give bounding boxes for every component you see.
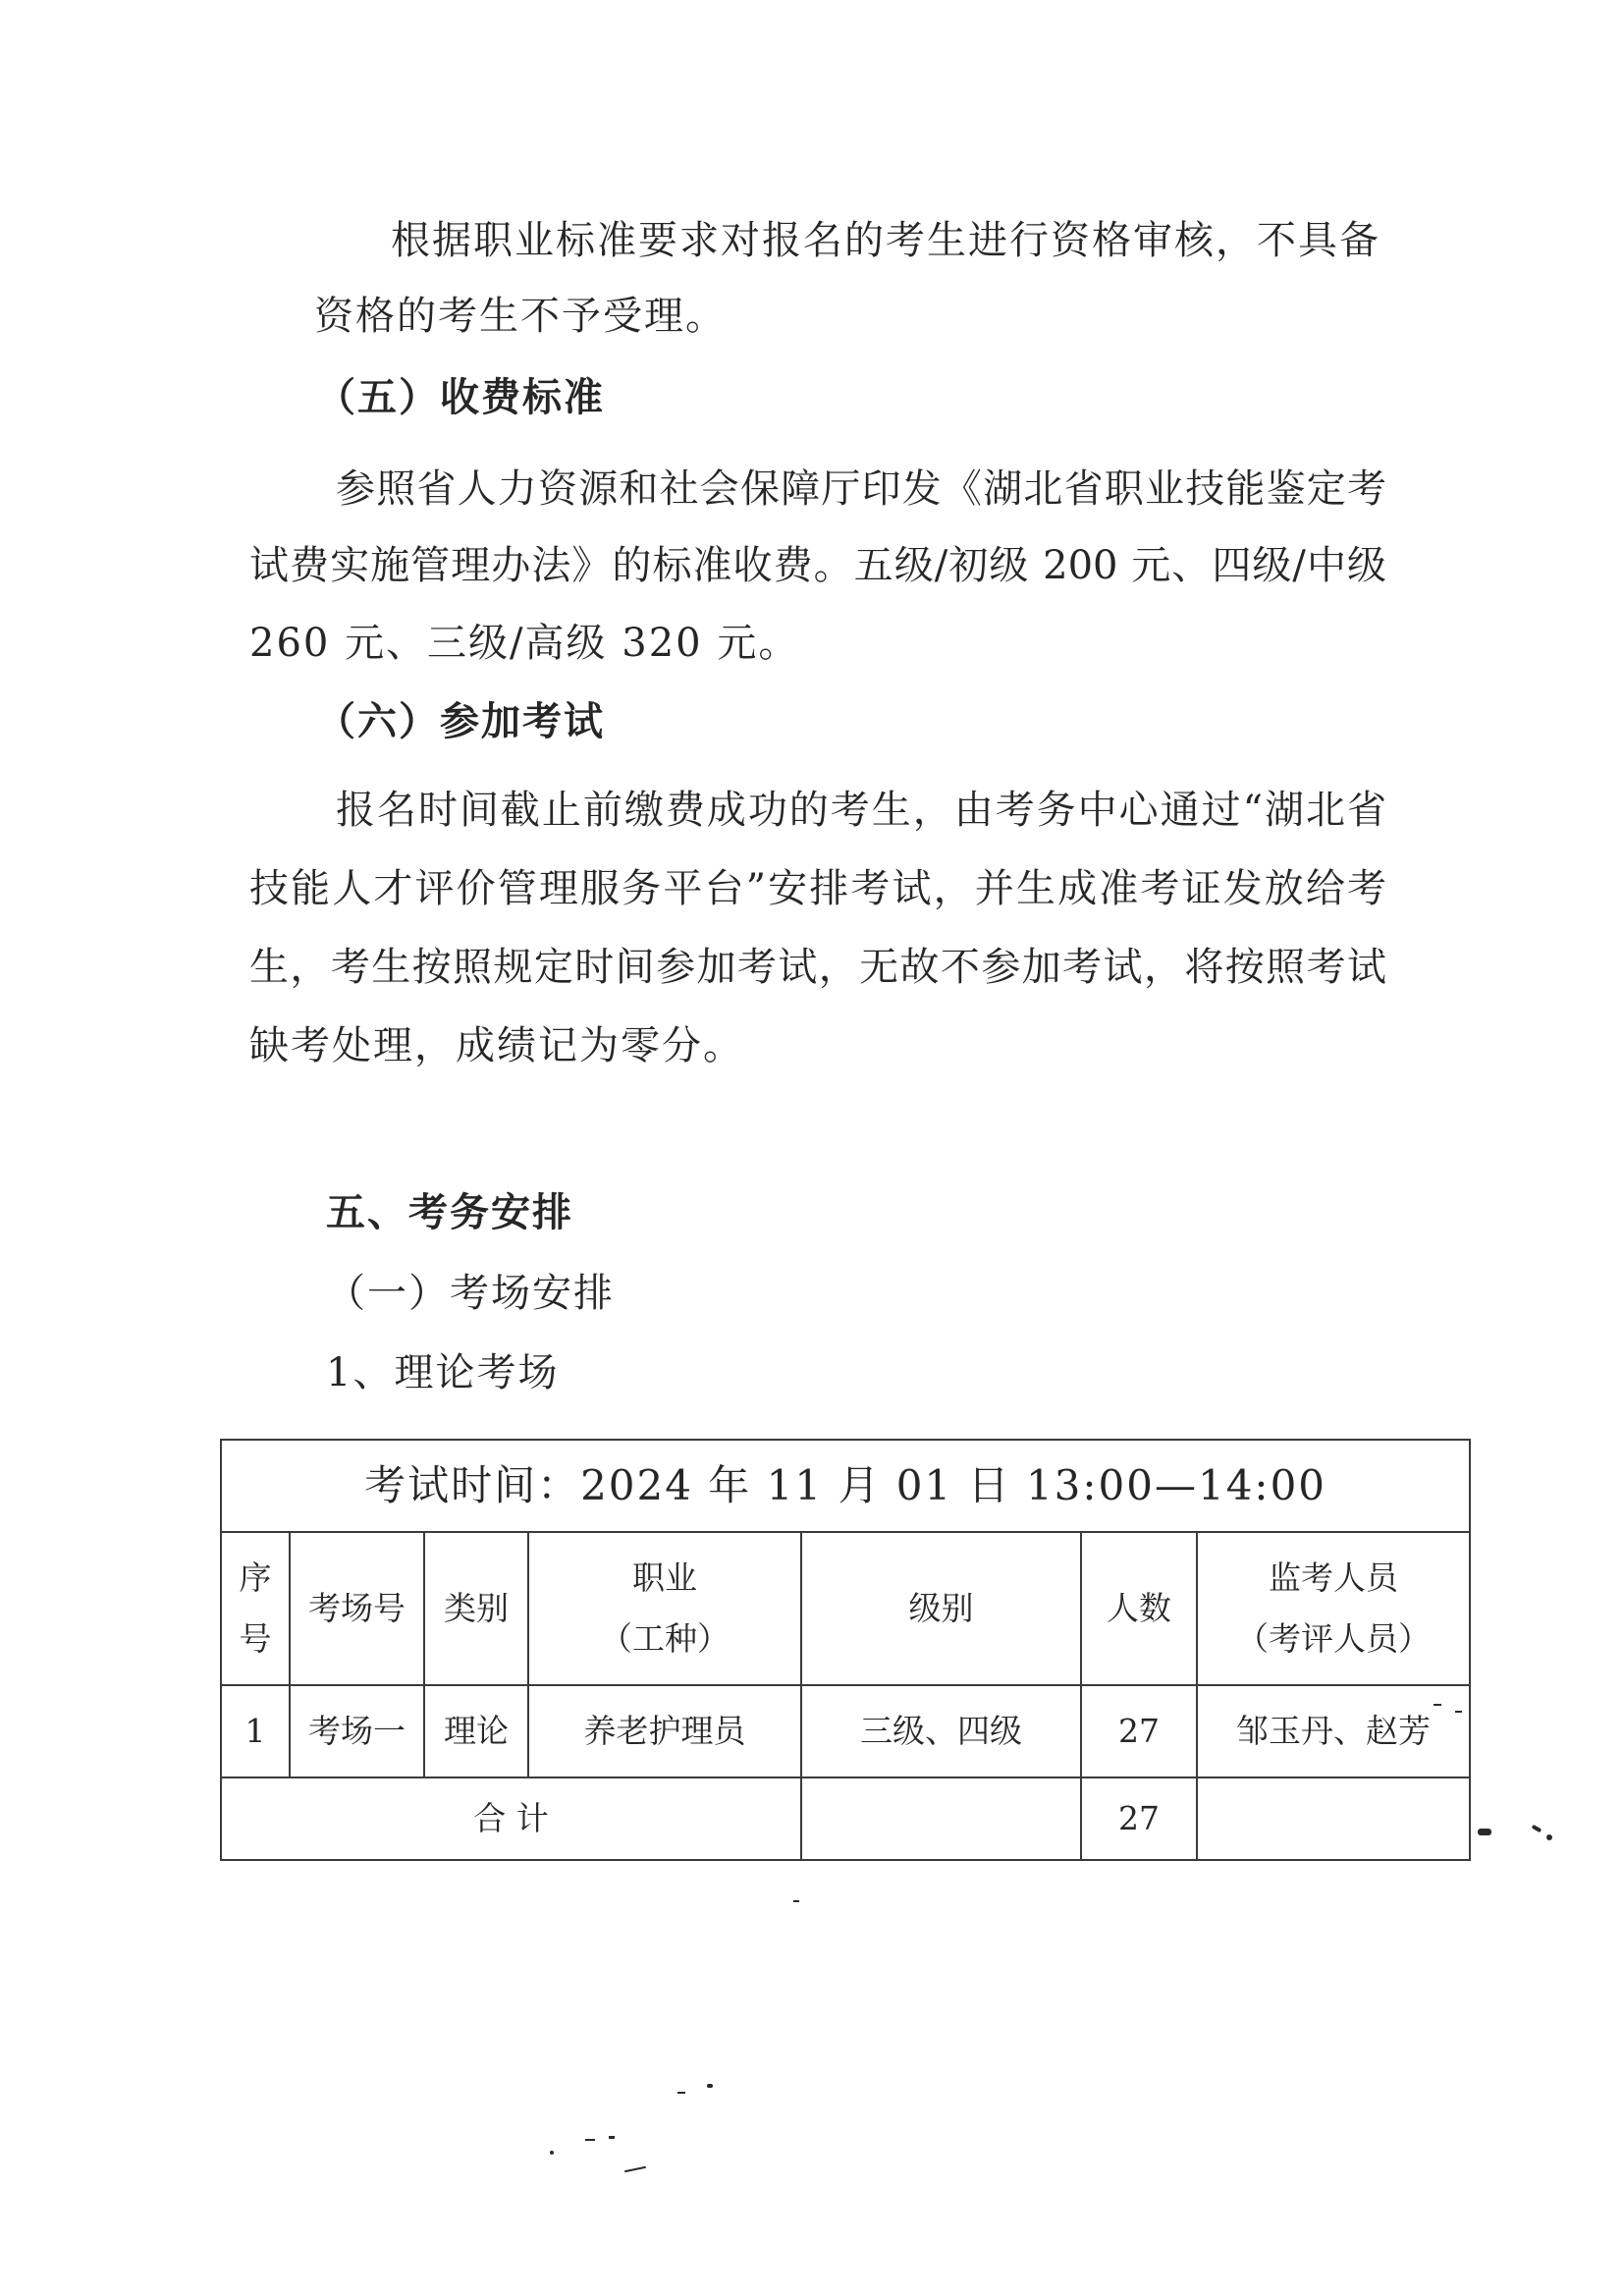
total-level-empty [801,1777,1081,1860]
cell-proctor: 邹玉丹、赵芳 [1197,1685,1470,1777]
table-row [221,1685,1470,1777]
scan-speck [585,2139,595,2141]
heading-section-five: 五、考务安排 [326,1190,573,1235]
header-seq: 序 号 [221,1532,290,1685]
paragraph-fee-line-2: 试费实施管理办法》的标准收费。五级/初级 200 元、四级/中级 [249,543,1386,588]
scan-speck [1546,1834,1552,1840]
scan-speck [1478,1829,1491,1835]
paragraph-attend-line-1: 报名时间截止前缴费成功的考生，由考务中心通过“湖北省 [336,788,1386,833]
total-proctor-empty [1197,1777,1470,1860]
cell-count: 27 [1081,1685,1197,1777]
scan-speck [677,2092,685,2094]
paragraph-fee-line-1: 参照省人力资源和社会保障厅印发《湖北省职业技能鉴定考 [336,466,1386,512]
header-room: 考场号 [290,1532,424,1685]
exam-time-header: 考试时间：2024 年 11 月 01 日 13:00—14:00 [221,1440,1470,1532]
heading-attend-exam: （六）参加考试 [316,699,605,744]
paragraph-qualification-line-2: 资格的考生不予受理。 [314,294,727,339]
table-total-row [221,1777,1470,1860]
cell-level: 三级、四级 [801,1685,1081,1777]
paragraph-attend-line-4: 缺考处理，成绩记为零分。 [249,1023,744,1068]
scan-speck [1532,1825,1542,1832]
cell-seq: 1 [221,1685,290,1777]
total-count: 27 [1081,1777,1197,1860]
table-header-row [221,1532,1470,1685]
heading-exam-room-arrangement: （一）考场安排 [326,1271,615,1316]
header-level: 级别 [801,1532,1081,1685]
scan-speck [793,1900,799,1902]
scan-speck [1455,1711,1462,1713]
header-proctor: 监考人员 （考评人员） [1197,1532,1470,1685]
scan-speck [609,2136,615,2139]
exam-room-table [220,1439,1471,1861]
scan-speck [550,2151,554,2155]
scan-speck [707,2084,713,2088]
cell-occupation: 养老护理员 [528,1685,801,1777]
scan-speck [624,2166,646,2173]
heading-fee-standard: （五）收费标准 [316,375,605,420]
header-category: 类别 [424,1532,528,1685]
header-count: 人数 [1081,1532,1197,1685]
total-label: 合 计 [221,1777,801,1860]
paragraph-attend-line-2: 技能人才评价管理服务平台”安排考试，并生成准考证发放给考 [249,866,1386,911]
paragraph-qualification-line-1: 根据职业标准要求对报名的考生进行资格审核，不具备 [391,218,1380,263]
paragraph-fee-line-3: 260 元、三级/高级 320 元。 [249,621,800,666]
cell-category: 理论 [424,1685,528,1777]
cell-room: 考场一 [290,1685,424,1777]
header-occupation: 职业 （工种） [528,1532,801,1685]
heading-theory-room: 1、理论考场 [326,1350,560,1395]
scan-speck [1434,1704,1441,1706]
paragraph-attend-line-3: 生，考生按照规定时间参加考试，无故不参加考试，将按照考试 [249,945,1386,990]
